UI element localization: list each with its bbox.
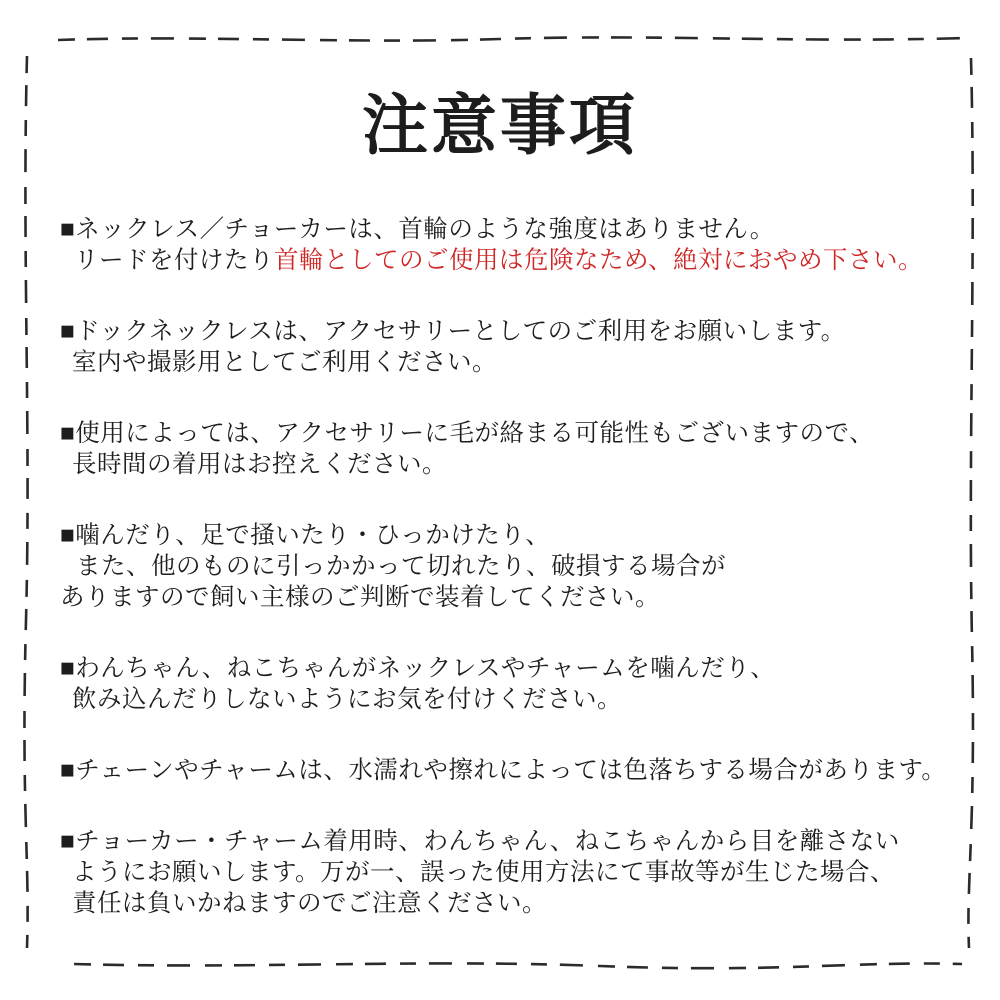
notice-line [60, 214, 976, 245]
notice-line [60, 826, 976, 857]
warning-text-red: 首輪としてのご使用は危険なため、絶対におやめ下さい。 [274, 247, 924, 274]
notice-text: ■わんちゃん、ねこちゃんがネックレスやチャームを噛んだり、 [60, 655, 776, 682]
border-bottom [74, 963, 962, 968]
notice-item [60, 653, 976, 715]
notice-line [60, 449, 976, 480]
border-left [24, 56, 27, 948]
notice-text: 室内や撮影用としてご利用ください。 [72, 349, 497, 376]
notice-item [60, 520, 976, 613]
notice-line [60, 347, 976, 378]
notice-line [60, 418, 976, 449]
notice-line [60, 888, 976, 919]
notice-text: ■噛んだり、足で掻いたり・ひっかけたり、 [60, 522, 551, 549]
notice-item [60, 316, 976, 378]
notice-line [60, 245, 976, 276]
notice-text: ■使用によっては、アクセサリーに毛が絡まる可能性もございますので、 [60, 420, 875, 447]
notice-line [60, 653, 976, 684]
notice-text: ■チェーンやチャームは、水濡れや擦れによっては色落ちする場合があります。 [60, 757, 947, 784]
notice-line [60, 520, 976, 551]
notice-line [60, 551, 976, 582]
notice-text: 責任は負いかねますのでご注意ください。 [72, 890, 547, 917]
notice-line [60, 582, 976, 613]
notice-text: ありますので飼い主様のご判断で装着してください。 [60, 584, 660, 611]
notice-line [60, 857, 976, 888]
notice-item [60, 418, 976, 480]
notice-text: 飲み込んだりしないようにお気を付けください。 [72, 686, 622, 713]
notice-item [60, 755, 976, 786]
notice-item [60, 214, 976, 276]
notice-text: ■ネックレス／チョーカーは、首輪のような強度はありません。 [60, 216, 775, 243]
notice-line [60, 684, 976, 715]
notice-text: また、他のものに引っかかって切れたり、破損する場合が [76, 553, 726, 580]
notice-line [60, 755, 976, 786]
notice-text: 長時間の着用はお控えください。 [72, 451, 447, 478]
notice-text: ようにお願いします。万が一、誤った使用方法にて事故等が生じた場合、 [72, 859, 896, 886]
notice-line [60, 316, 976, 347]
notice-item [60, 826, 976, 919]
notice-text: ■チョーカー・チャーム着用時、わんちゃん、ねこちゃんから目を離さない [60, 828, 900, 855]
border-top [58, 37, 966, 40]
page-title: 注意事項 [362, 88, 638, 162]
notice-text: ■ドックネックレスは、アクセサリーとしてのご利用をお願いします。 [60, 318, 846, 345]
notice-text: リードを付けたり [74, 247, 274, 274]
notice-list [60, 214, 976, 959]
